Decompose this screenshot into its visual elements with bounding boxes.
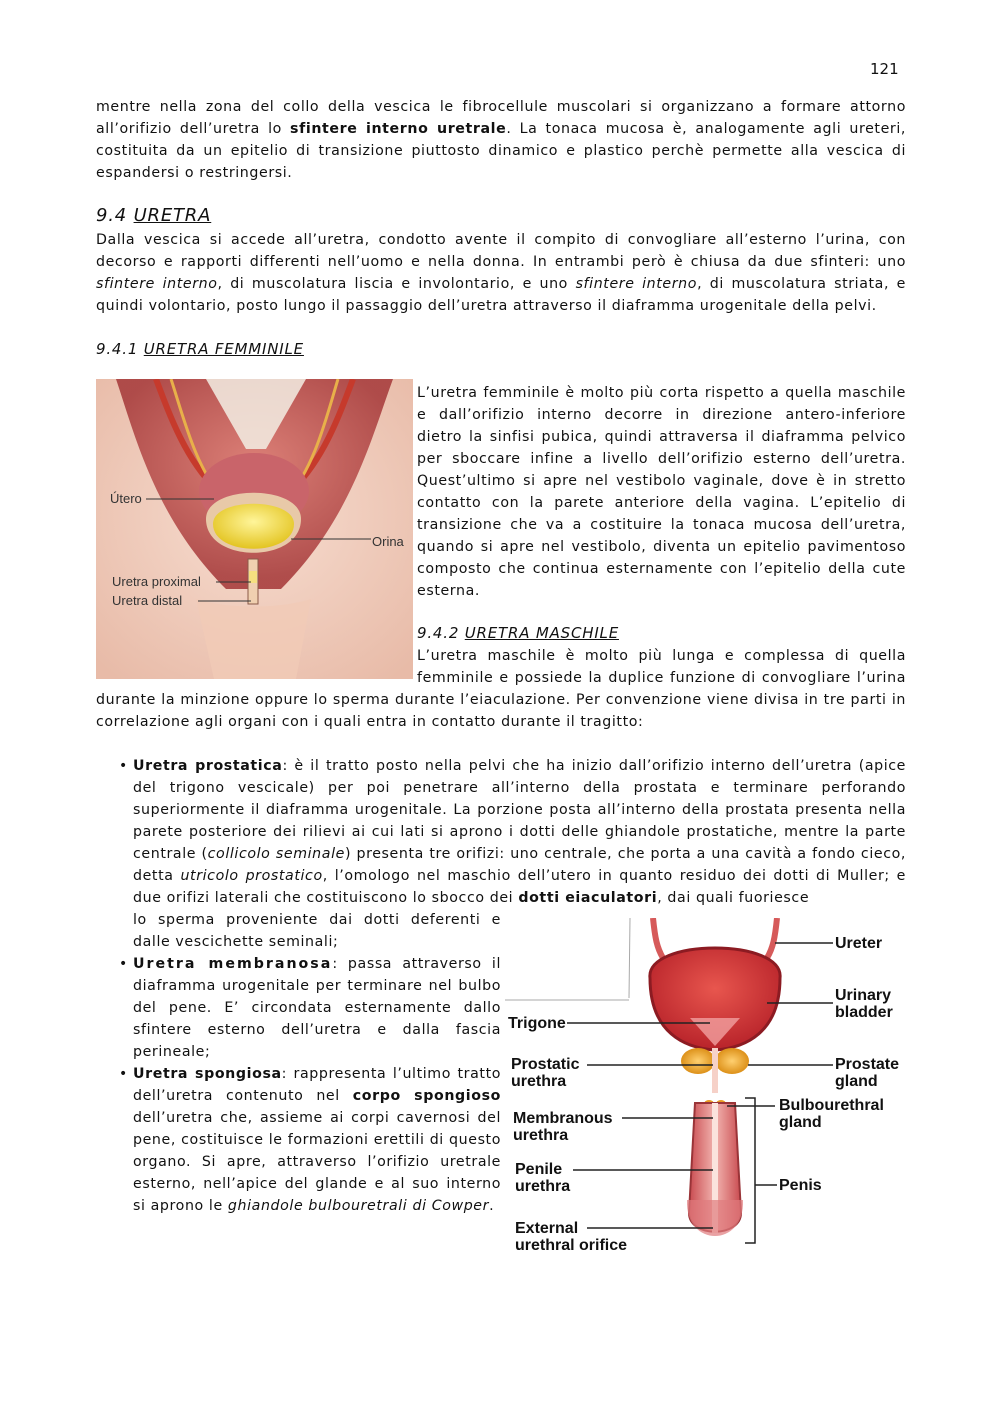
italic-term: sfintere interno xyxy=(96,276,218,292)
bullet-dot: • xyxy=(119,1066,128,1082)
text-run: ) presenta tre orifizi: uno centrale, che porta a una cavità a fondo cieco, detta xyxy=(133,846,906,884)
section-heading-9-4-2 xyxy=(417,622,619,644)
label-utero: Útero xyxy=(110,491,142,506)
label-bladder: bladder xyxy=(835,1004,893,1021)
label-ureter: Ureter xyxy=(835,935,883,952)
label-prostate: Prostate xyxy=(835,1056,900,1073)
intro-text-2: . La tonaca mucosa è, analogamente agli ureteri, costituita da un epitelio di transizione piuttosto dinamico e plastico perchè permette alla vescica di espandersi o restringersi. xyxy=(96,121,906,181)
subsection-number: 9.4.1 xyxy=(96,340,139,358)
italic-term: ghiandole bulbouretrali di Cowper xyxy=(227,1198,490,1214)
bullet-1-tail-line-2: dalle vescichette seminali; xyxy=(133,934,339,950)
section-9-4-2-line-1: L’uretra maschile è molto più lunga e complessa di quella xyxy=(417,648,906,664)
label-penile-urethra: urethra xyxy=(515,1178,571,1195)
text-run: , l’omologo nel maschio dell’utero in quanto residuo dei dotti di Muller; e due orifizi laterali che costituiscono lo sbocco dei xyxy=(133,868,906,906)
section-heading-9-4 xyxy=(96,205,211,227)
label-membranous-urethra: urethra xyxy=(513,1127,569,1144)
section-9-4-2-paragraph-rest: durante la minzione oppure lo sperma durante l’eiaculazione. Per convenzione viene divisa in tre parti in correlazione agli organi con i quali entra in contatto durante il tragitto: xyxy=(96,692,906,730)
bullet-title: Uretra membranosa xyxy=(133,956,333,972)
intro-paragraph xyxy=(96,96,906,184)
subsection-title: URETRA FEMMINILE xyxy=(143,340,304,358)
bullet-title: Uretra spongiosa xyxy=(133,1066,282,1082)
bullet-uretra-spongiosa xyxy=(119,1063,502,1217)
page-number: 121 xyxy=(870,60,899,78)
label-penile: Penile xyxy=(515,1161,563,1178)
label-prostatic: Prostatic xyxy=(511,1056,580,1073)
text-run: Dalla vescica si accede all’uretra, condotto avente il compito di convogliare all’esterno l’urina, con decorso e rapporti differenti nell’uomo e nella donna. In entrambi però è chiusa da due sfinteri: uno xyxy=(96,232,906,270)
text-run: : rappresenta l’ultimo tratto dell’uretra contenuto nel xyxy=(133,1066,502,1104)
male-urethra-figure xyxy=(505,918,905,1258)
section-title: URETRA xyxy=(133,205,212,226)
bold-term: corpo spongioso xyxy=(352,1088,501,1104)
italic-term: sfintere interno xyxy=(575,276,698,292)
text-run: : passa attraverso il diaframma urogenitale per terminare nel bulbo del pene. E’ circondata esternamente dallo sfintere esterno dell’uretra e dalla fascia perineale; xyxy=(133,956,501,1060)
intro-bold-term: sfintere interno uretrale xyxy=(290,121,507,137)
label-uretra-proximal: Uretra proximal xyxy=(112,574,201,589)
label-prostatic-urethra: urethra xyxy=(511,1073,567,1090)
label-penis: Penis xyxy=(779,1177,822,1194)
text-run: , di muscolatura striata, e quindi volontario, posto lungo il passaggio dell’uretra attraverso il diaframma urogenitale della pelvi. xyxy=(96,276,906,314)
bullet-title: Uretra prostatica xyxy=(133,758,283,774)
section-9-4-2-line-2: femminile e possiede la duplice funzione di convogliare l’urina xyxy=(417,670,906,686)
italic-term: collicolo seminale xyxy=(207,846,345,862)
label-uretra-distal: Uretra distal xyxy=(112,593,183,608)
text-run: , dai quali fuoriesce xyxy=(657,890,810,906)
female-urethra-figure xyxy=(96,379,413,679)
bullet-1-tail-line-1: lo sperma proveniente dai dotti deferenti e xyxy=(133,912,501,928)
label-prostate-gland: gland xyxy=(835,1073,878,1090)
section-9-4-1-paragraph: L’uretra femminile è molto più corta rispetto a quella maschile e dall’orifizio interno decorre in direzione antero-inferiore dietro la sinfisi pubica, quindi attraversa il diaframma pelvico per sboccare infine a livello dell’orifizio esterno dell’uretra. Quest’ultimo si apre nel vestibolo vaginale, dove è in stretto contatto con la parete anteriore della vagina. L’epitelio di transizione che va a costituire la tonaca mucosa dell’uretra, quando si apre nel vestibolo, diventa un epitelio pavimentoso composto che continua esternamente con l’epitelio della cute esterna. xyxy=(417,385,906,599)
bullet-uretra-prostatica xyxy=(119,755,906,909)
bullet-dot: • xyxy=(119,956,128,972)
text-run: : è il tratto posto nella pelvi che ha inizio dall’orifizio interno dell’uretra (apice del trigono vescicale) per poi penetrare all’interno della prostata e terminare perforando superiormente il diaframma urogenitale. La porzione posta all’interno della prostata presenta nella parete posteriore dei rilievi ai cui lati si aprono i dotti delle ghiandole prostatiche, mentre la parte centrale ( xyxy=(133,758,906,862)
text-run: dell’uretra che, assieme ai corpi cavernosi del pene, costituisce le formazioni erettili di questo organo. Si apre, attraverso l’orifizio uretrale esterno, nell’apice del glande e al suo interno si aprono le xyxy=(133,1110,501,1214)
intro-text-1: mentre nella zona del collo della vescica le fibrocellule muscolari si organizzano a formare attorno all’orifizio dell’uretra lo xyxy=(96,99,906,137)
label-trigone: Trigone xyxy=(508,1015,566,1032)
label-membranous: Membranous xyxy=(513,1110,613,1127)
male-anatomy-illustration xyxy=(505,918,905,1258)
label-orina: Orina xyxy=(372,534,404,549)
label-external: External xyxy=(515,1220,579,1237)
subsection-number: 9.4.2 xyxy=(417,624,460,642)
section-9-4-paragraph xyxy=(96,229,906,317)
bold-term: dotti eiaculatori xyxy=(518,890,658,906)
bullet-uretra-membranosa xyxy=(119,953,501,1063)
label-external-urethral-orifice: urethral orifice xyxy=(515,1237,628,1254)
female-anatomy-illustration xyxy=(96,379,413,679)
label-urinary: Urinary xyxy=(835,987,892,1004)
text-run: . xyxy=(489,1198,495,1214)
label-bulbourethral: Bulbourethral xyxy=(779,1097,884,1114)
text-run: , di muscolatura liscia e involontario, e uno xyxy=(217,276,576,292)
subsection-title: URETRA MASCHILE xyxy=(464,624,619,642)
label-bulbourethral-gland: gland xyxy=(779,1114,822,1131)
italic-term: utricolo prostatico xyxy=(180,868,323,884)
section-number: 9.4 xyxy=(96,205,128,226)
section-heading-9-4-1 xyxy=(96,338,304,360)
bullet-dot: • xyxy=(119,758,128,774)
